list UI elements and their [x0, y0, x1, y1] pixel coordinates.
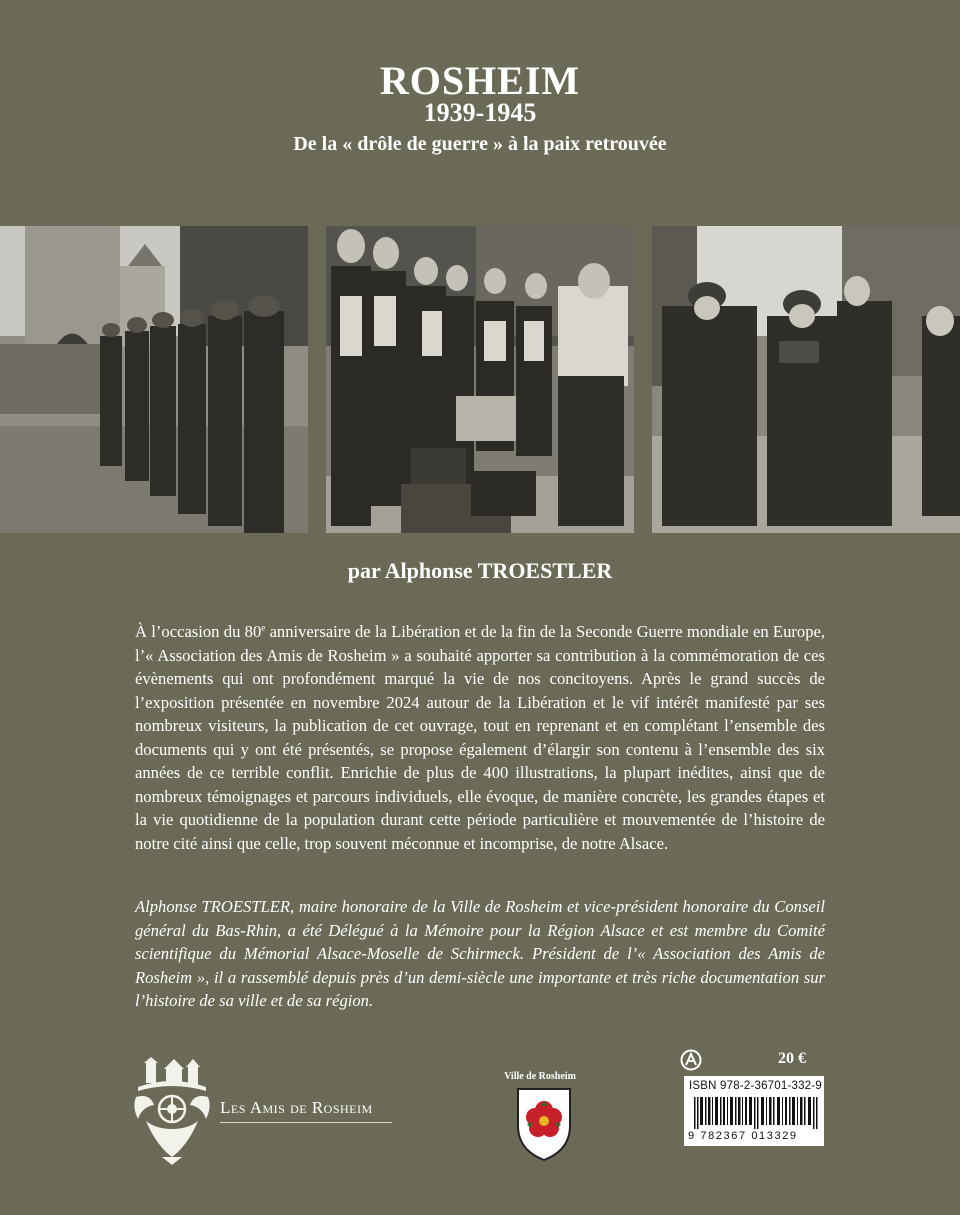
book-years: 1939-1945: [423, 98, 537, 127]
back-cover-summary: [135, 620, 825, 855]
american-soldiers-photo: [652, 226, 960, 533]
price-label: 20 €: [778, 1050, 806, 1067]
rosheim-crest-icon: [515, 1086, 573, 1162]
ville-de-rosheim-label: Ville de Rosheim: [504, 1071, 576, 1082]
author-line: par Alphonse TROESTLER: [347, 558, 613, 583]
ordinal-superscript: e: [261, 622, 266, 633]
amis-de-rosheim-label: Les Amis de Rosheim: [220, 1098, 373, 1117]
isbn-barcode: [684, 1076, 824, 1146]
ean-digits: 9 782367 013329: [688, 1130, 798, 1142]
barcode-bars: [694, 1097, 820, 1129]
soldiers-marching-photo: [0, 226, 308, 533]
book-subtitle: De la « drôle de guerre » à la paix retrouvée: [293, 133, 667, 155]
summary-text-rest: anniversaire de la Libération et de la fin de la Seconde Guerre mondiale en Europe, l’« Association des Amis de Rosheim » a souhaité apporter sa contribution à la commémoration de ces évènements qui ont profondément marqué la vie de nos concitoyens. Après le grand succès de l’exposition présentée en novembre 2024 autour de la Libération et le vif intérêt manifesté par ses nombreux visiteurs, la publication de cet ouvrage, tout en reprenant et en complétant l’ensemble des documents qui y ont été présentés, se propose également d’élargir son contenu à l’ensemble des six années de ce terrible conflit. Enrichie de plus de 400 illustrations, la plupart inédites, ainsi que de nombreux témoignages et parcours individuels, elle évoque, de manière concrète, les grandes étapes et la vie quotidienne de la population durant cette période particulière et mouvementée de l’histoire de notre cité ainsi que celle, trop souvent méconnue et incomprise, de notre Alsace.: [135, 622, 826, 853]
amis-divider: [220, 1122, 392, 1123]
book-title: ROSHEIM: [379, 58, 581, 103]
summary-text-start: À l’occasion du 80: [135, 622, 262, 641]
publisher-logo-icon: [680, 1049, 702, 1071]
young-men-luggage-photo: [326, 226, 634, 533]
isbn-label: ISBN 978-2-36701-332-9: [689, 1080, 822, 1092]
amis-de-rosheim-logo: [132, 1057, 212, 1165]
author-biography: Alphonse TROESTLER, maire honoraire de la Ville de Rosheim et vice-président honoraire du Conseil général du Bas-Rhin, a été Délégué à la Mémoire pour la Région Alsace et est membre du Comité scientifique du Mémorial Alsace-Moselle de Schirmeck. Président de l’« Association des Amis de Rosheim », il a rassemblé depuis près d’un demi-siècle une importante et très riche documentation sur l’histoire de sa ville et de sa région.: [135, 897, 825, 1010]
